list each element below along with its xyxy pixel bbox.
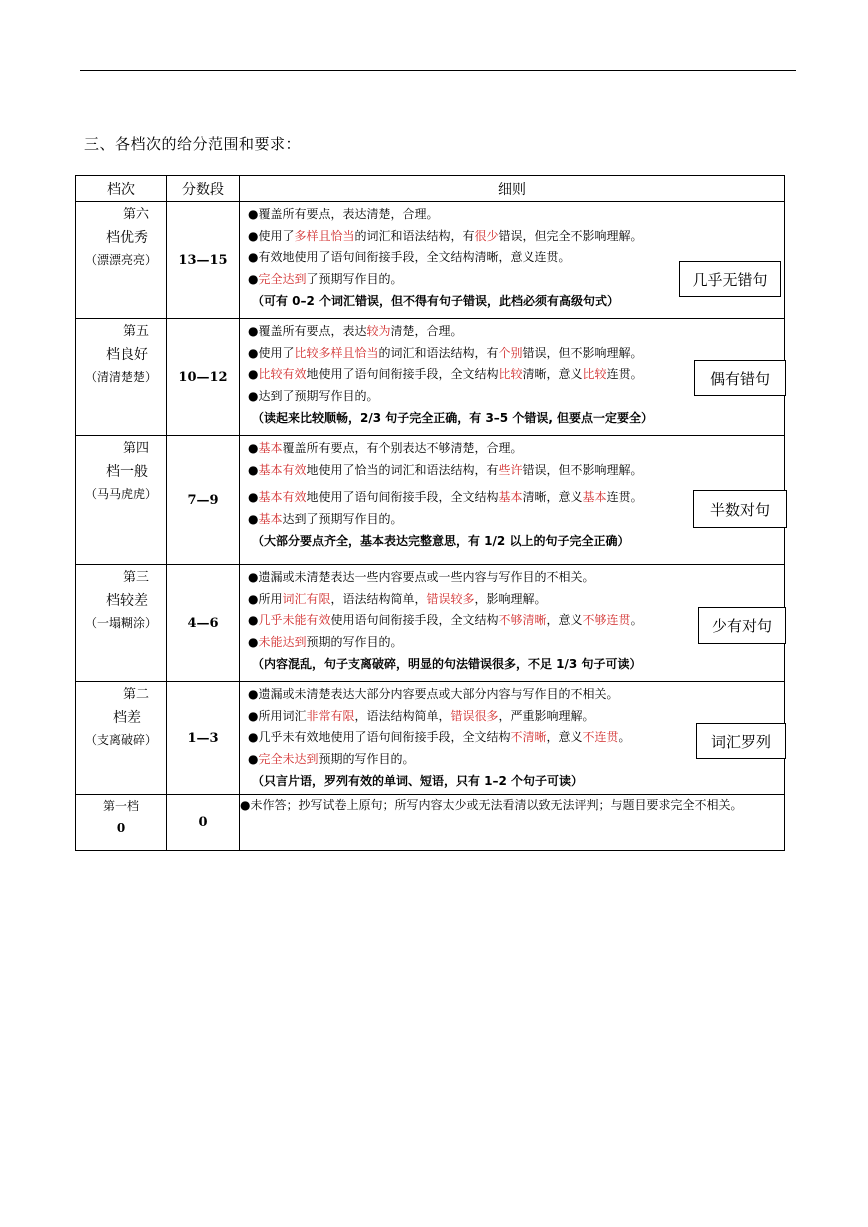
- criterion-text: 预期的写作目的。: [306, 634, 403, 649]
- criterion-text: 连贯。: [606, 490, 643, 504]
- highlighted-text: 基本: [258, 511, 283, 526]
- criterion-text: ●: [248, 462, 259, 477]
- grading-table: [75, 175, 785, 851]
- band-name-line: [76, 228, 166, 248]
- criterion-text: 。: [630, 613, 643, 627]
- band-note: （大部分要点齐全，基本表达完整意思，有 1/2 以上的句子完全正确）: [252, 534, 630, 548]
- band-level: 第五: [122, 324, 149, 339]
- criterion-text: ●遗漏或未清楚表达大部分内容要点或大部分内容与写作目的不相关。: [248, 687, 619, 701]
- criterion-text: ●达到了预期写作目的。: [248, 388, 379, 403]
- band-level: 第四: [122, 441, 149, 456]
- details-cell: [240, 319, 785, 436]
- criterion-text: 地使用了恰当的词汇和语法结构，有: [306, 462, 499, 477]
- band-level: 第三: [122, 570, 149, 585]
- band-description: （清清楚楚）: [84, 370, 157, 384]
- criterion-text: ，语法结构简单，: [354, 708, 451, 723]
- band-name: 一般: [120, 464, 148, 480]
- details-cell: [240, 682, 785, 795]
- score-range: 10—12: [167, 319, 240, 436]
- criterion-text: ●: [248, 613, 259, 627]
- highlighted-text: 非常有限: [306, 708, 355, 723]
- criterion-text: ，影响理解。: [474, 591, 547, 606]
- band-note: （可有 0–2 个词汇错误，但不得有句子错误，此档必须有高级句式）: [252, 294, 620, 308]
- criterion-text: ●几乎未有效地使用了语句间衔接手段，全文结构: [248, 730, 511, 744]
- band-description: （漂漂亮亮）: [84, 253, 157, 267]
- criterion-text: 覆盖所有要点，有个别表达不够清楚，合理。: [282, 441, 523, 455]
- band-name: 优秀: [120, 230, 148, 246]
- criterion-text: ●覆盖所有要点，表达清楚，合理。: [248, 207, 439, 221]
- table-row: [76, 682, 785, 795]
- band-cell: [76, 795, 167, 851]
- criterion-text: ●: [248, 751, 259, 766]
- table-header-row: [76, 176, 785, 202]
- band-description: （一塌糊涂）: [84, 616, 157, 630]
- highlighted-text: 基本: [258, 441, 283, 455]
- score-range: 1—3: [167, 682, 240, 795]
- score-range: 0: [167, 795, 240, 851]
- band-prefix: 档: [106, 347, 120, 363]
- highlighted-text: 较为: [366, 324, 391, 338]
- criterion-text: ●: [248, 441, 259, 455]
- highlighted-text: 不连贯: [582, 730, 619, 744]
- highlighted-text: 比较: [498, 367, 523, 381]
- band-note: （内容混乱，句子支离破碎，明显的句法错误很多，不足 1/3 句子可读）: [252, 657, 642, 671]
- highlighted-text: 比较: [582, 367, 607, 381]
- sentence-quality-tag: 词汇罗列: [696, 723, 786, 759]
- band-cell: [76, 565, 167, 682]
- table-row-last: [76, 795, 785, 851]
- highlighted-text: 不清晰: [510, 730, 547, 744]
- highlighted-text: 基本: [582, 490, 607, 504]
- criterion-text: ●所用词汇: [248, 708, 307, 723]
- sentence-quality-tag: 半数对句: [693, 490, 787, 528]
- criterion-text: 预期的写作目的。: [318, 751, 415, 766]
- criterion-text: 地使用了语句间衔接手段，全文结构: [306, 490, 499, 504]
- highlighted-text: 不够清晰: [498, 613, 547, 627]
- sentence-quality-tag: 几乎无错句: [679, 261, 781, 297]
- band-level: 第一档: [102, 799, 139, 813]
- band-cell: [76, 319, 167, 436]
- criterion-text: ●覆盖所有要点，表达: [248, 324, 367, 338]
- criterion-text: ●: [248, 634, 259, 649]
- highlighted-text: 错误较多: [426, 591, 475, 606]
- criterion-text: 使用语句间衔接手段，全文结构: [330, 613, 499, 627]
- criterion-text: 连贯。: [606, 367, 643, 381]
- highlighted-text: 多样且恰当: [294, 228, 355, 243]
- criterion-text: 错误，但完全不影响理解。: [498, 228, 643, 243]
- band-cell: [76, 436, 167, 565]
- details-cell: [240, 565, 785, 682]
- sentence-quality-tag: 少有对句: [698, 607, 786, 644]
- criterion-text: 清楚，合理。: [390, 324, 463, 338]
- band-name-line: [76, 591, 166, 611]
- band-name-line: [76, 345, 166, 365]
- criterion-text: 地使用了语句间衔接手段，全文结构: [306, 367, 499, 381]
- highlighted-text: 完全未达到: [258, 751, 319, 766]
- criterion-text: ●: [248, 490, 259, 504]
- band-note: （读起来比较顺畅，2/3 句子完全正确，有 3–5 个错误, 但要点一定要全）: [252, 411, 654, 425]
- criterion-text: ●遗漏或未清楚表达一些内容要点或一些内容与写作目的不相关。: [248, 570, 595, 584]
- highlighted-text: 未能达到: [258, 634, 307, 649]
- band-note: （只言片语，罗列有效的单词、短语，只有 1–2 个句子可读）: [252, 774, 584, 788]
- criterion-text: ，意义: [546, 613, 583, 627]
- header-band: 档次: [76, 176, 167, 202]
- criterion-line: [248, 321, 784, 343]
- criterion-line: [248, 684, 784, 706]
- highlighted-text: 不够连贯: [582, 613, 631, 627]
- criterion-text: ●: [248, 367, 259, 381]
- table-row: [76, 565, 785, 682]
- band-name: 良好: [120, 347, 148, 363]
- highlighted-text: 基本: [498, 490, 523, 504]
- header-details: 细则: [240, 176, 785, 202]
- band-prefix: 档: [106, 230, 120, 246]
- header-score: 分数段: [167, 176, 240, 202]
- band-value: 0: [116, 821, 126, 835]
- score-range: 13—15: [167, 202, 240, 319]
- criterion-text: ●使用了: [248, 228, 295, 243]
- band-level: 第六: [122, 207, 149, 222]
- band-cell: [76, 202, 167, 319]
- band-cell: [76, 682, 167, 795]
- table-row: [76, 436, 785, 565]
- details-cell: [240, 436, 785, 565]
- highlighted-text: 完全达到: [258, 271, 307, 286]
- band-prefix: 档: [106, 464, 120, 480]
- score-range: 7—9: [167, 436, 240, 565]
- criterion-text: ，严重影响理解。: [498, 708, 595, 723]
- highlighted-text: 基本有效: [258, 490, 307, 504]
- criterion-line: [248, 204, 784, 226]
- details-cell: [240, 202, 785, 319]
- highlighted-text: 几乎未能有效: [258, 613, 331, 627]
- highlighted-text: 比较多样且恰当: [294, 345, 379, 360]
- criterion-line: [248, 567, 784, 589]
- highlighted-text: 错误很多: [450, 708, 499, 723]
- section-heading: 三、各档次的给分范围和要求：: [84, 135, 302, 153]
- criterion-text: 达到了预期写作目的。: [282, 511, 403, 526]
- criterion-text: 错误，但不影响理解。: [522, 462, 643, 477]
- highlighted-text: 比较有效: [258, 367, 307, 381]
- criterion-text: ●使用了: [248, 345, 295, 360]
- band-name: 较差: [120, 593, 148, 609]
- highlighted-text: 些许: [498, 462, 523, 477]
- band-level: 第二: [122, 687, 149, 702]
- criterion-text: ，语法结构简单，: [330, 591, 427, 606]
- band-name: 差: [127, 710, 141, 726]
- header-rule: [80, 70, 796, 71]
- criterion-text: 的词汇和语法结构，有: [378, 345, 499, 360]
- criterion-text: 了预期写作目的。: [306, 271, 403, 286]
- criterion-text: ●有效地使用了语句间衔接手段，全文结构清晰，意义连贯。: [248, 250, 571, 264]
- criterion-line: [248, 460, 784, 482]
- highlighted-text: 很少: [474, 228, 499, 243]
- criterion-text: 的词汇和语法结构，有: [354, 228, 475, 243]
- criterion-text: 清晰，意义: [522, 367, 583, 381]
- criterion-text: 。: [618, 730, 631, 744]
- band-name-line: [76, 708, 166, 728]
- criterion-text: ●: [248, 271, 259, 286]
- criterion-text: 清晰，意义: [522, 490, 583, 504]
- band-prefix: 档: [113, 710, 127, 726]
- highlighted-text: 个别: [498, 345, 523, 360]
- sentence-quality-tag: 偶有错句: [694, 360, 786, 396]
- criterion-line: [248, 226, 784, 248]
- table-row: [76, 202, 785, 319]
- band-description: （马马虎虎）: [84, 487, 157, 501]
- highlighted-text: 词汇有限: [282, 591, 331, 606]
- band-description: （支离破碎）: [84, 733, 157, 747]
- band-name-line: [76, 462, 166, 482]
- criterion-text: ●所用: [248, 591, 283, 606]
- criterion-text: ，意义: [546, 730, 583, 744]
- table-row: [76, 319, 785, 436]
- highlighted-text: 基本有效: [258, 462, 307, 477]
- criterion-text: ●: [248, 511, 259, 526]
- band-prefix: 档: [106, 593, 120, 609]
- criterion-line: [248, 438, 784, 460]
- criterion-text: 错误，但不影响理解。: [522, 345, 643, 360]
- score-range: 4—6: [167, 565, 240, 682]
- details-cell: ●未作答；抄写试卷上原句；所写内容太少或无法看清以致无法评判；与题目要求完全不相关。: [240, 795, 785, 851]
